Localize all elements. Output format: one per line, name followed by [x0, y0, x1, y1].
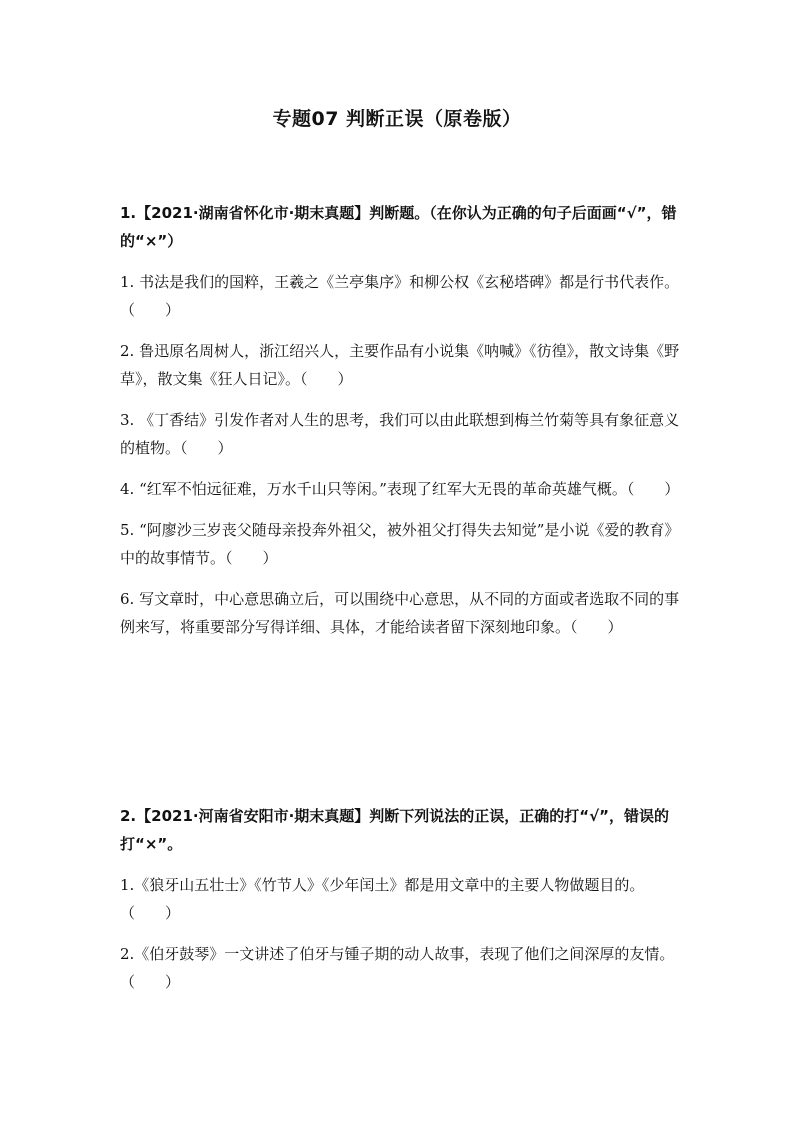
question-section-2 [120, 802, 680, 996]
statement-item: 2. 鲁迅原名周树人，浙江绍兴人，主要作品有小说集《呐喊》《彷徨》，散文诗集《野草》，散文集《狂人日记》。（ ） [120, 342, 680, 388]
section-heading: 2.【2021·河南省安阳市·期末真题】判断下列说法的正误，正确的打“√”，错误的打“×”。 [120, 807, 670, 853]
statement-item: 1. 书法是我们的国粹，王羲之《兰亭集序》和柳公权《玄秘塔碑》都是行书代表作。（ ） [120, 273, 680, 319]
question-section-1 [120, 199, 680, 641]
statement-item: 6. 写文章时，中心意思确立后，可以围绕中心意思，从不同的方面或者选取不同的事例来写，将重要部分写得详细、具体，才能给读者留下深刻地印象。（ ） [120, 590, 680, 636]
statement-item: 3. 《丁香结》引发作者对人生的思考，我们可以由此联想到梅兰竹菊等具有象征意义的植物。（ ） [120, 411, 680, 457]
statement-item: 2.《伯牙鼓琴》一文讲述了伯牙与锺子期的动人故事，表现了他们之间深厚的友情。（ ） [120, 945, 675, 991]
statement-item: 5. “阿廖沙三岁丧父随母亲投奔外祖父，被外祖父打得失去知觉”是小说《爱的教育》中的故事情节。（ ） [120, 521, 680, 567]
section-heading: 1.【2021·湖南省怀化市·期末真题】判断题。（在你认为正确的句子后面画“√”，错的“×”） [120, 204, 677, 250]
statement-item: 4. “红军不怕远征难，万水千山只等闲。”表现了红军大无畏的革命英雄气概。（ ） [120, 480, 680, 498]
page-title: 专题07 判断正误（原卷版） [272, 108, 522, 130]
statement-item: 1.《狼牙山五壮士》《竹节人》《少年闰土》都是用文章中的主要人物做题目的。（ ） [120, 876, 645, 922]
